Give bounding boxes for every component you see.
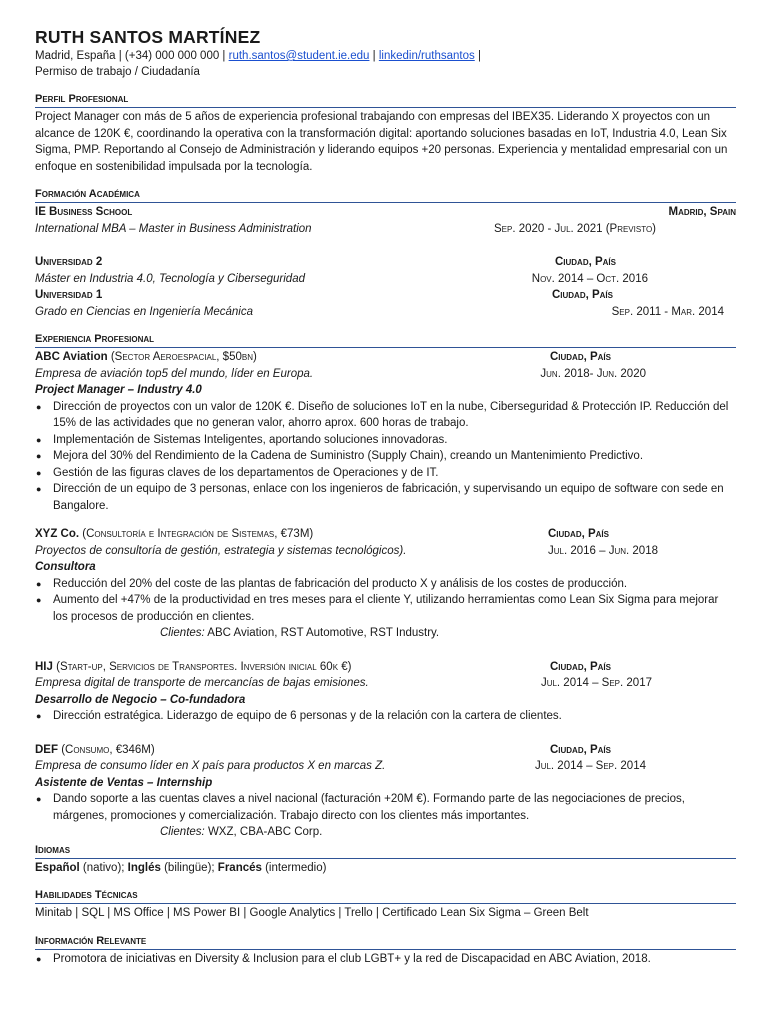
candidate-name: RUTH SANTOS MARTÍNEZ (35, 27, 261, 47)
contact-separator: | (372, 50, 376, 62)
list-item: ● Implementación de Sistemas Inteligentes, aportando soluciones innovadoras. (35, 432, 736, 449)
list-item: ● Reducción del 20% del coste de las plantas de fabricación del producto X y análisis de los costes de producción. (35, 576, 736, 593)
job-dates: Jul. 2016 – Jun. 2018 (547, 544, 658, 557)
list-item: ● Dirección de un equipo de 3 personas, enlace con los ingenieros de fabricación, y supervisando un equipo de software con sede en Bangalore. (35, 481, 736, 514)
job-clients (35, 824, 736, 841)
company-name: DEF (35, 743, 58, 756)
list-item: ● Dirección de proyectos con un valor de 120K €. Diseño de soluciones IoT en la nube, Ciberseguridad & Protección IP. Reducción del 15% de las actividades que no generan valor, ahorro aprox. 600 horas de trabajo. (35, 399, 736, 432)
job-dates: Jun. 2018- Jun. 2020 (540, 367, 646, 380)
languages-line (35, 860, 736, 877)
job-dates: Jul. 2014 – Sep. 2017 (540, 677, 652, 689)
education-dates: Nov. 2014 – Oct. 2016 (531, 272, 648, 285)
job-role: Asistente de Ventas – Internship (35, 776, 213, 789)
job-place: Ciudad, País (549, 351, 611, 363)
company-name: ABC Aviation (35, 351, 108, 363)
contact-end: | (477, 50, 481, 62)
job-role: Consultora (35, 561, 96, 573)
company-tagline: Empresa digital de transporte de mercancías de bajas emisiones. (35, 677, 369, 689)
language-level: (intermedio) (261, 861, 327, 874)
education-item (35, 204, 736, 221)
job-header (35, 349, 736, 366)
contact-line (35, 48, 736, 64)
job-place: Ciudad, País (547, 528, 609, 540)
job-subheader (35, 543, 736, 560)
section-title-skills: Habilidades Técnicas (35, 876, 736, 904)
list-item: ● Dirección estratégica. Liderazgo de equipo de 6 personas y de la relación con la cartera de clientes. (35, 708, 736, 725)
company-tagline: Proyectos de consultoría de gestión, estrategia y sistemas tecnológicos). (35, 544, 407, 557)
education-item (35, 287, 736, 304)
education-dates: Sep. 2011 - Mar. 2014 (611, 305, 724, 318)
company-desc: (Start-up, Servicios de Transportes. Inversión inicial 60k €) (56, 660, 352, 673)
section-title-relevant: Información Relevante (35, 922, 736, 950)
company-name: HIJ (35, 660, 53, 673)
list-item: ● Dando soporte a las cuentas claves a nivel nacional (facturación +20M €). Formando parte de las negociaciones de precios, márgenes, promociones y comercialización. Trabajo directo con los clientes más importantes. (35, 791, 736, 824)
company-desc: (Consumo, €346M) (61, 743, 155, 756)
school-place: Ciudad, País (554, 256, 616, 268)
job-role: Project Manager – Industry 4.0 (35, 384, 202, 396)
degree: Máster en Industria 4.0, Tecnología y Ciberseguridad (35, 272, 305, 285)
section-title-experience: Experiencia Profesional (35, 320, 736, 348)
job-clients (35, 625, 736, 642)
company-tagline: Empresa de consumo líder en X país para productos X en marcas Z. (35, 760, 386, 772)
company-desc: (Sector Aeroespacial, $50bn) (110, 351, 257, 363)
skills-text: Minitab | SQL | MS Office | MS Power BI | Google Analytics | Trello | Certificado Lean Six Sigma – Green Belt (35, 907, 589, 919)
language-level: (bilingüe); (160, 861, 218, 874)
job-header (35, 659, 736, 676)
clients-label: Clientes: (160, 826, 205, 838)
clients-label: Clientes: (160, 627, 205, 639)
company-tagline: Empresa de aviación top5 del mundo, líder en Europa. (35, 367, 314, 380)
clients-list: WXZ, CBA-ABC Corp. (204, 826, 323, 838)
language-level: (nativo); (79, 861, 128, 874)
job-dates: Jul. 2014 – Sep. 2014 (534, 760, 646, 772)
job-header (35, 742, 736, 759)
job-subheader (35, 758, 736, 775)
language-name: Inglés (127, 861, 161, 874)
clients-list: ABC Aviation, RST Automotive, RST Industry. (204, 627, 440, 639)
job-bullets (35, 791, 736, 824)
section-title-education: Formación Académica (35, 175, 736, 203)
education-detail (35, 221, 736, 238)
contact-prefix: Madrid, España | (+34) 000 000 000 | (35, 50, 226, 62)
education-item (35, 254, 736, 271)
job-role: Desarrollo de Negocio – Co-fundadora (35, 693, 246, 706)
job-bullets (35, 399, 736, 515)
degree: International MBA – Master in Business Administration (35, 222, 312, 235)
school-name: Universidad 2 (35, 256, 103, 268)
education-detail (35, 304, 736, 321)
degree: Grado en Ciencias en Ingeniería Mecánica (35, 305, 253, 318)
list-item: ● Mejora del 30% del Rendimiento de la Cadena de Suministro (Supply Chain), creando un Mantenimiento Predictivo. (35, 448, 736, 465)
job-place: Ciudad, País (549, 743, 611, 756)
job-subheader (35, 675, 736, 692)
job-bullets (35, 576, 736, 626)
job-place: Ciudad, País (549, 660, 611, 673)
school-name: Universidad 1 (35, 289, 103, 301)
language-name: Español (35, 861, 80, 874)
company-name: XYZ Co. (35, 528, 80, 540)
list-item: ● Promotora de iniciativas en Diversity & Inclusion para el club LGBT+ y la red de Discapacidad en ABC Aviation, 2018. (35, 951, 736, 968)
work-permit: Permiso de trabajo / Ciudadanía (35, 66, 200, 78)
list-item: ● Aumento del +47% de la productividad en tres meses para el cliente Y, utilizando herramientas como Lean Six Sigma para mejorar los procesos de producción en clientes. (35, 592, 736, 625)
resume-page (35, 26, 736, 967)
language-name: Francés (217, 861, 262, 874)
section-title-profile: Perfil Profesional (35, 80, 736, 108)
education-dates: Sep. 2020 - Jul. 2021 (Previsto) (494, 222, 656, 235)
relevant-bullets (35, 951, 736, 968)
linkedin-link[interactable]: linkedin/ruthsantos (378, 50, 475, 62)
list-item: ● Gestión de las figuras claves de los departamentos de Operaciones y de IT. (35, 465, 736, 482)
job-bullets (35, 708, 736, 725)
school-place: Madrid, Spain (668, 206, 736, 218)
profile-text: Project Manager con más de 5 años de experiencia profesional trabajando con empresas del IBEX35. Liderando X proyectos con un alcance de 120K €, coordinando la operativa con la transformación digital: aportando soluciones basadas en IoT, Industria 4.0, Lean Six Sigma, PMP. Reportando al Consejo de Administración y liderando equipos +20 personas. Experiencia y mentalidad empresarial con un enfoque en sostenibilidad impulsada por la tecnología. (35, 111, 728, 173)
section-title-languages: Idiomas (35, 841, 736, 859)
job-subheader (35, 366, 736, 383)
education-detail (35, 271, 736, 288)
company-desc: (Consultoría e Integración de Sistemas, €73M) (82, 528, 314, 540)
school-place: Ciudad, País (551, 289, 613, 301)
job-header (35, 526, 736, 543)
email-link[interactable]: ruth.santos@student.ie.edu (228, 50, 370, 62)
school-name: IE Business School (35, 206, 133, 218)
